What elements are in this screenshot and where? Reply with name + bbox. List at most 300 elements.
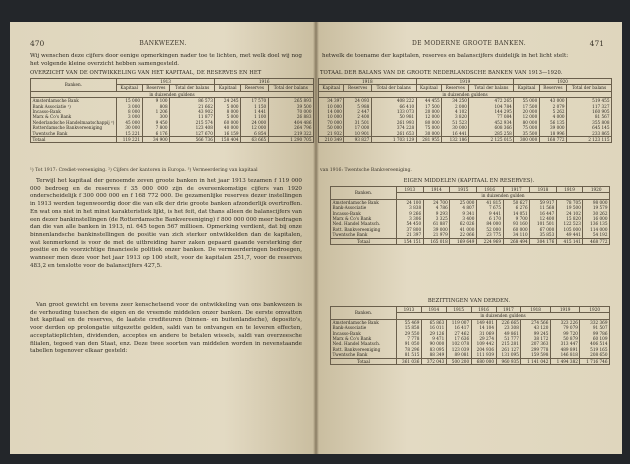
table-cell: 29 274: [471, 336, 496, 341]
total-cell: 304 176: [530, 238, 557, 244]
table-cell: 10 000: [319, 114, 344, 119]
table-cell: 16 417: [446, 325, 471, 330]
table-cell: 264 796: [268, 125, 313, 130]
column-header: Total der balans: [170, 85, 215, 91]
table-cell: 18 996: [539, 131, 566, 137]
column-header: Reserves: [344, 85, 371, 91]
table-cell: 55 000: [514, 98, 539, 104]
table-cell: 299 778: [521, 347, 551, 352]
total-cell: 268 494: [503, 238, 530, 244]
table-cell: 105 000: [556, 227, 583, 232]
table-cell: 49 861: [496, 331, 521, 336]
table-cell: 45 000: [116, 120, 142, 125]
table-cell: 355 808: [567, 120, 612, 125]
table-cell: 91 050: [397, 341, 422, 346]
total-label: Totaal: [331, 238, 397, 244]
table-cell: 27 462: [446, 331, 471, 336]
bank-name: Bank-Associatie: [331, 205, 397, 210]
table-cell: 17 500: [514, 104, 539, 109]
table-cell: 83 095: [421, 347, 446, 352]
table-cell: 12 000: [241, 125, 269, 130]
table-cell: 3 820: [442, 114, 469, 119]
table-row-header: Banken.: [331, 187, 397, 200]
table-cell: 104 784: [469, 104, 514, 109]
table-cell: 12 400: [530, 216, 557, 221]
table-cell: 55 469: [397, 319, 422, 325]
table-cell: 111 939: [471, 352, 496, 358]
total-cell: 165 018: [423, 238, 450, 244]
table-cell: 17 636: [446, 336, 471, 341]
right-running-head: DE MODERNE GROOTE BANKEN.: [412, 40, 526, 47]
table-cell: 25 000: [450, 199, 477, 205]
table-cell: 5 000: [215, 114, 241, 119]
bank-name: Marx & Co's Bank: [31, 114, 117, 119]
year-header: 1916: [476, 187, 503, 193]
bank-name: Nederlandsche Handelmaatschappij ²): [32, 119, 115, 125]
table-cell: 70 000: [319, 120, 344, 125]
table-cell: 207 363: [521, 341, 551, 346]
year-header: 1917: [503, 187, 530, 193]
column-header: Kapitaal: [514, 85, 539, 91]
table-cell: 30 000: [116, 125, 142, 130]
table-cell: 81 515: [397, 352, 422, 358]
table-cell: 146 818: [550, 352, 580, 358]
year-header: 1917: [496, 307, 521, 313]
third-party-table: [330, 306, 610, 365]
table-cell: 11 877: [170, 114, 215, 119]
column-header: Total der balans: [567, 85, 612, 91]
total-cell: 119 221: [116, 137, 142, 143]
left-body-text: Terwijl het kapitaal der genoemde zeven groote banken in het jaar 1913 tezamen f 119 000 000 bedroeg en de reserves f 35 000 000 zijn de overeenkomstige cijfers van 1920 onderscheidelijk f 300 000 000 en f 168 772 000. De gezamenlijke reserves dezer instellingen in 1913 werden tegenwoordig door die van elk der drie groote banken afzonderlijk overtroffen. En wat ons niet in het minst karakteristiek lijkt, is het feit, dat thans alleen de balanscijfers van een dezer bankinstellingen (de Rotterdamsche Bankvereeniging) f 800 000 000 meer bedragen dan die van alle banken in 1913, nl. 645 tegen 567 millioen. Opmerking verdient, dat bij onze binnenlandsche bankinstellingen de positie van zich sterker ontwikkelden dan de kapitalen, wat kenmerkend is voor de met de uitbreiding harer zaken gepaard gaande versterking der positie en de voorzichtige financieele politiek onzer banken. De vermeerderingen bedroegen, wanneer men deze voor het jaar 1913 op 100 stelt, voor de kapitalen 251,7, voor de reserves 483,2 en tenslotte voor de balanscijfers 427,5.: [30, 178, 302, 269]
table-cell: 12 000: [416, 114, 441, 119]
table-cell: 149 401: [471, 319, 496, 325]
table-cell: 20 000: [514, 109, 539, 114]
total-cell: 154 151: [397, 238, 424, 244]
table-cell: 8 000: [215, 109, 241, 114]
table-cell: 645 145: [567, 125, 612, 130]
table-cell: 52 000: [476, 227, 503, 232]
table-cell: 9 266: [397, 211, 424, 216]
table-cell: 9 341: [450, 211, 477, 216]
balance-table: [318, 78, 612, 143]
table-cell: 78 296: [397, 347, 422, 352]
table-cell: 39 000: [423, 227, 450, 232]
own-funds-title: EIGEN MIDDELEN (KAPITAAL EN RESERVES).: [403, 178, 535, 184]
table-cell: 34 250: [442, 98, 469, 104]
year-header: 1913: [397, 307, 422, 313]
table-cell: 285 258: [469, 131, 514, 137]
table-cell: 34 110: [503, 232, 530, 238]
own-funds-table: [330, 186, 610, 245]
table-cell: 136 135: [583, 221, 610, 226]
table-row-header: Banken.: [331, 307, 397, 320]
table-cell: 123 039: [446, 347, 471, 352]
table-cell: 30 000: [442, 125, 469, 130]
total-cell: 500 200: [446, 358, 471, 364]
table-cell: 35 500: [514, 131, 539, 137]
total-cell: 300 000: [514, 137, 539, 143]
table-cell: 44 455: [416, 98, 441, 104]
book-spread: [10, 22, 622, 454]
total-cell: 566 736: [170, 137, 215, 143]
total-cell: 1 703 129: [371, 137, 416, 143]
table-cell: 31 069: [471, 331, 496, 336]
table-cell: 61 887: [423, 221, 450, 226]
table-cell: 21 662: [170, 104, 215, 109]
table-cell: 16 000: [583, 216, 610, 221]
total-row: [331, 358, 610, 364]
total-cell: 93 827: [344, 137, 371, 143]
table-cell: 16 441: [442, 131, 469, 137]
table-cell: 519 455: [567, 98, 612, 104]
year-header: 1918: [530, 187, 557, 193]
table-cell: 119 007: [446, 319, 471, 325]
table-cell: 109 442: [471, 341, 496, 346]
table-cell: 65 863: [421, 319, 446, 325]
table-cell: 127 670: [170, 131, 215, 137]
left-table-title: OVERZICHT VAN DE ONTWIKKELING VAN HET KAPITAAL, DE RESERVES EN HET: [30, 70, 262, 76]
bank-name: Incasso-Bank: [331, 211, 397, 216]
table-cell: 489 891: [550, 347, 580, 352]
table-cell: 404 486: [268, 120, 313, 125]
table-cell: 19 579: [583, 205, 610, 210]
year-header: 1919: [416, 79, 514, 85]
table-cell: 3 838: [397, 205, 424, 210]
column-header: Kapitaal: [416, 85, 441, 91]
third-party-title: BEZITTINGEN VAN DERDEN.: [427, 298, 511, 304]
table-cell: 16 447: [530, 211, 557, 216]
left-page: [10, 22, 316, 454]
table-cell: 17 000: [344, 125, 371, 130]
table-cell: 26 883: [268, 114, 313, 119]
bank-name: Marx & Co's Bank: [331, 336, 397, 341]
table-cell: 21 979: [423, 232, 450, 238]
table-cell: 80 000: [514, 120, 539, 125]
table-cell: 24 093: [344, 98, 371, 104]
table-cell: 66 410: [371, 104, 416, 109]
total-cell: 372 043: [421, 358, 446, 364]
table-cell: 50 000: [319, 125, 344, 130]
left-body-text-2: Van groot gewicht en tevens zeer kenschetsend voor de ontwikkeling van ons bankwezen is de verhouding tusschen de eigen en de vreemde middelen onzer banken. De eerste omvatten het kapitaal en de reserves, de laatste crediteuren (binnen- en buitenlandsche), deposito's, voor derden op prolongatie uitgezette gelden, saldi van te ontvangen en te leveren effecten, acceptatieplichten, dividenden, acceptes en andere te betalen wissels, saldi van overzeesche filialen, tegoed van den Staat, enz. Deze twee soorten van middelen worden in nevenstaande tabellen tegenover elkaar gesteld:: [30, 302, 302, 355]
table-cell: 472 265: [469, 98, 514, 104]
column-header: Reserves: [442, 85, 469, 91]
column-header: Total der balans: [371, 85, 416, 91]
table-cell: 159 598: [521, 352, 551, 358]
column-header: Reserves: [142, 85, 170, 91]
table-cell: 43 000: [539, 98, 566, 104]
right-intro-text: hetwelk de toename der kapitalen, reserves en balanscijfers duidelijk in het licht stelt:: [322, 53, 569, 59]
table-cell: 102 078: [446, 341, 471, 346]
bank-name: Incasso-Bank: [31, 109, 117, 114]
table-cell: 30 000: [416, 131, 441, 137]
total-cell: 224 969: [476, 238, 503, 244]
table-cell: 14 051: [503, 211, 530, 216]
total-row: [31, 137, 314, 143]
column-header: Reserves: [241, 85, 269, 91]
table-cell: 86 573: [170, 98, 215, 104]
right-page-number: 471: [589, 39, 604, 48]
table-cell: 215 281: [496, 341, 521, 346]
table-cell: 808: [142, 104, 170, 109]
table-cell: 332 369: [580, 319, 610, 325]
table-cell: 133 073: [371, 109, 416, 114]
table-cell: 406 514: [580, 341, 610, 346]
table-cell: 2 400: [344, 114, 371, 119]
table-cell: 5 988: [344, 104, 371, 109]
table-cell: 15 820: [556, 216, 583, 221]
year-header: 1915: [450, 187, 477, 193]
table-cell: 89 081: [446, 352, 471, 358]
table-cell: 77 084: [469, 114, 514, 119]
table-cell: 10 000: [319, 104, 344, 109]
table-cell: 261 653: [371, 131, 416, 137]
table-cell: 226 665: [496, 319, 521, 325]
table-cell: 51 523: [442, 120, 469, 125]
total-cell: 361 036: [397, 358, 422, 364]
year-header: 1919: [556, 187, 583, 193]
year-header: 1915: [446, 307, 471, 313]
table-cell: 41 815: [476, 199, 503, 205]
table-cell: 3 325: [423, 216, 450, 221]
table-cell: 233 865: [567, 131, 612, 137]
left-table-year: 1916: [215, 79, 314, 85]
table-cell: 4 786: [423, 205, 450, 210]
table-cell: 70 000: [268, 109, 313, 114]
table-cell: 16 011: [421, 325, 446, 330]
table-cell: 98 000: [583, 199, 610, 205]
left-intro-text: Wij wenschen deze cijfers door eenige opmerkingen nader toe te lichten, met welk doel wij nog het volgende kleine overzicht hebben samengesteld.: [30, 53, 302, 67]
total-cell: 2 123 115: [567, 137, 612, 143]
table-cell: 24 245: [215, 98, 241, 104]
total-label: Totaal: [31, 137, 117, 143]
table-cell: 6 176: [142, 131, 170, 137]
table-cell: 16 159: [215, 131, 241, 137]
table-cell: 4 102: [442, 109, 469, 114]
table-cell: 9 471: [421, 336, 446, 341]
table-cell: 14 104: [471, 325, 496, 330]
table-cell: 274 566: [521, 319, 551, 325]
total-cell: 1 141 042: [521, 358, 551, 364]
total-cell: 468 772: [583, 238, 610, 244]
total-cell: 2 125 015: [469, 137, 514, 143]
table-cell: 91 507: [580, 325, 610, 330]
year-header: 1920: [514, 79, 612, 85]
table-cell: 43 902: [170, 109, 215, 114]
table-cell: 24 700: [423, 199, 450, 205]
left-table-row-header: Banken.: [31, 79, 117, 92]
table-cell: 17 500: [416, 104, 441, 109]
total-row: [331, 238, 610, 244]
table-cell: 2 447: [344, 109, 371, 114]
table-cell: 43 120: [521, 325, 551, 330]
bank-name: Marx & Co's Bank: [331, 216, 397, 221]
total-cell: 1 716 746: [580, 358, 610, 364]
table-cell: 3 000: [116, 114, 142, 119]
total-cell: 63 665: [241, 137, 269, 143]
table-cell: 5 000: [215, 104, 241, 109]
table-cell: 1 150: [241, 104, 269, 109]
table-cell: 38 172: [521, 336, 551, 341]
bank-name: Twentsche Bank: [331, 232, 397, 238]
table-cell: 7 778: [397, 336, 422, 341]
total-label: Totaal: [331, 358, 397, 364]
bank-name: Twentsche Bank: [31, 131, 117, 137]
table-cell: 49 441: [556, 232, 583, 238]
table-cell: 15 858: [397, 325, 422, 330]
bank-name: Twentsche Bank: [331, 352, 397, 358]
total-cell: 1 494 382: [550, 358, 580, 364]
table-cell: 160 905: [567, 109, 612, 114]
table-cell: 99 245: [521, 331, 551, 336]
table-cell: 79 079: [550, 325, 580, 330]
table-cell: 6 854: [241, 131, 269, 137]
table-cell: 261 127: [496, 347, 521, 352]
table-cell: 374 228: [371, 125, 416, 130]
left-table-unit: in duizenden guldens: [31, 91, 314, 97]
table-cell: 122 523: [556, 221, 583, 226]
year-header: 1913: [397, 187, 424, 193]
table-cell: 519 165: [580, 347, 610, 352]
table-cell: 5 262: [539, 109, 566, 114]
table-cell: 15 000: [116, 98, 142, 104]
bank-name: Rotterdamsche Bankvereeniging: [31, 125, 117, 130]
column-header: Kapitaal: [116, 85, 142, 91]
table-cell: 11 568: [530, 205, 557, 210]
table-cell: 59 917: [530, 199, 557, 205]
bank-name: Bank Associatie ¹): [31, 104, 117, 109]
total-cell: 158 404: [215, 137, 241, 143]
balance-table-unit: in duizenden guldens: [319, 91, 612, 97]
table-cell: 93 160: [503, 221, 530, 226]
table-cell: 3 000: [116, 104, 142, 109]
table-cell: 8 000: [116, 109, 142, 114]
bank-name: Bank-Associatie: [331, 325, 397, 330]
table-cell: 21 932: [319, 131, 344, 137]
year-header: 1916: [471, 307, 496, 313]
book-gutter: [313, 22, 319, 454]
table-cell: 20 000: [416, 109, 441, 114]
table-cell: 265 893: [268, 98, 313, 104]
table-cell: 99 720: [550, 331, 580, 336]
table-cell: 29 126: [421, 331, 446, 336]
table-cell: 9 293: [423, 211, 450, 216]
table-cell: 14 000: [319, 109, 344, 114]
table-cell: 9 450: [142, 120, 170, 125]
left-page-number: 470: [30, 39, 45, 48]
table-cell: 131 095: [496, 352, 521, 358]
table-cell: 261 993: [371, 120, 416, 125]
year-header: 1918: [521, 307, 551, 313]
table-cell: 75 000: [416, 125, 441, 130]
left-table-year: 1913: [116, 79, 215, 85]
year-header: 1914: [421, 307, 446, 313]
left-running-head: BANKWEZEN.: [139, 40, 187, 47]
table-cell: 7 675: [476, 205, 503, 210]
table-cell: 323 226: [550, 319, 580, 325]
total-cell: 281 955: [416, 137, 441, 143]
table-cell: 84 000: [476, 221, 503, 226]
column-header: Total der balans: [469, 85, 514, 91]
table-cell: 60 000: [503, 227, 530, 232]
year-header: 1914: [423, 187, 450, 193]
table-cell: 60 000: [215, 120, 241, 125]
table-cell: 99 786: [580, 331, 610, 336]
table-cell: 4 000: [539, 114, 566, 119]
column-header: Total der balans: [268, 85, 313, 91]
table-cell: 54 192: [583, 232, 610, 238]
total-cell: 1 290 705: [268, 137, 313, 143]
table-cell: 51 777: [496, 336, 521, 341]
column-header: Reserves: [539, 85, 566, 91]
table-cell: 144 295: [469, 109, 514, 114]
table-cell: 24 100: [397, 199, 424, 205]
total-cell: 960 935: [496, 358, 521, 364]
table-cell: 75 000: [514, 125, 539, 130]
table-cell: 114 000: [583, 227, 610, 232]
table-cell: 2 079: [539, 104, 566, 109]
table-cell: 3 306: [397, 216, 424, 221]
table-cell: 6 276: [503, 205, 530, 210]
right-page: [316, 22, 622, 454]
bank-name: Amsterdamsche Bank: [331, 199, 397, 205]
total-cell: 415 141: [556, 238, 583, 244]
total-cell: 680 000: [471, 358, 496, 364]
table-cell: 60 109: [580, 336, 610, 341]
table-cell: 4 807: [450, 205, 477, 210]
third-party-unit: in duizenden guldens: [397, 313, 610, 319]
table-cell: 88 349: [421, 352, 446, 358]
table-cell: 12 000: [514, 114, 539, 119]
bank-name: Ned. Handel Maatsch.: [331, 221, 397, 226]
table-cell: 23 775: [476, 232, 503, 238]
table-cell: 408 222: [371, 98, 416, 104]
table-cell: 117 327: [567, 104, 612, 109]
table-cell: 62 026: [450, 221, 477, 226]
table-cell: 3 400: [450, 216, 477, 221]
table-cell: 23 308: [496, 325, 521, 330]
bank-name: Incasso-Bank: [331, 331, 397, 336]
table-cell: 56 135: [539, 120, 566, 125]
table-cell: 300: [142, 114, 170, 119]
table-cell: 39 500: [268, 104, 313, 109]
table-cell: 50 981: [371, 114, 416, 119]
year-header: 1918: [319, 79, 417, 85]
table-cell: 452 934: [469, 120, 514, 125]
table-cell: 41 000: [450, 227, 477, 232]
table-cell: 101 501: [530, 221, 557, 226]
table-cell: 40 000: [215, 125, 241, 130]
total-cell: 168 772: [539, 137, 566, 143]
table-cell: 39 000: [539, 125, 566, 130]
table-cell: 29 550: [397, 331, 422, 336]
table-cell: 9 441: [476, 211, 503, 216]
total-cell: 169 649: [450, 238, 477, 244]
table-cell: 10 901: [344, 131, 371, 137]
table-cell: 35 853: [530, 232, 557, 238]
table-cell: 1 206: [142, 109, 170, 114]
table-cell: 80 000: [416, 120, 441, 125]
table-cell: 15 221: [116, 131, 142, 137]
right-footnote: van 1916: Twentsche Bankvereeniging.: [320, 168, 412, 173]
table-cell: 313 447: [550, 341, 580, 346]
table-cell: 17 570: [241, 98, 269, 104]
table-cell: 37 800: [397, 227, 424, 232]
total-cell: 132 186: [442, 137, 469, 143]
table-cell: 31 501: [344, 120, 371, 125]
year-header: 1920: [580, 307, 610, 313]
table-cell: 21 397: [397, 232, 424, 238]
table-cell: 24 102: [556, 211, 583, 216]
